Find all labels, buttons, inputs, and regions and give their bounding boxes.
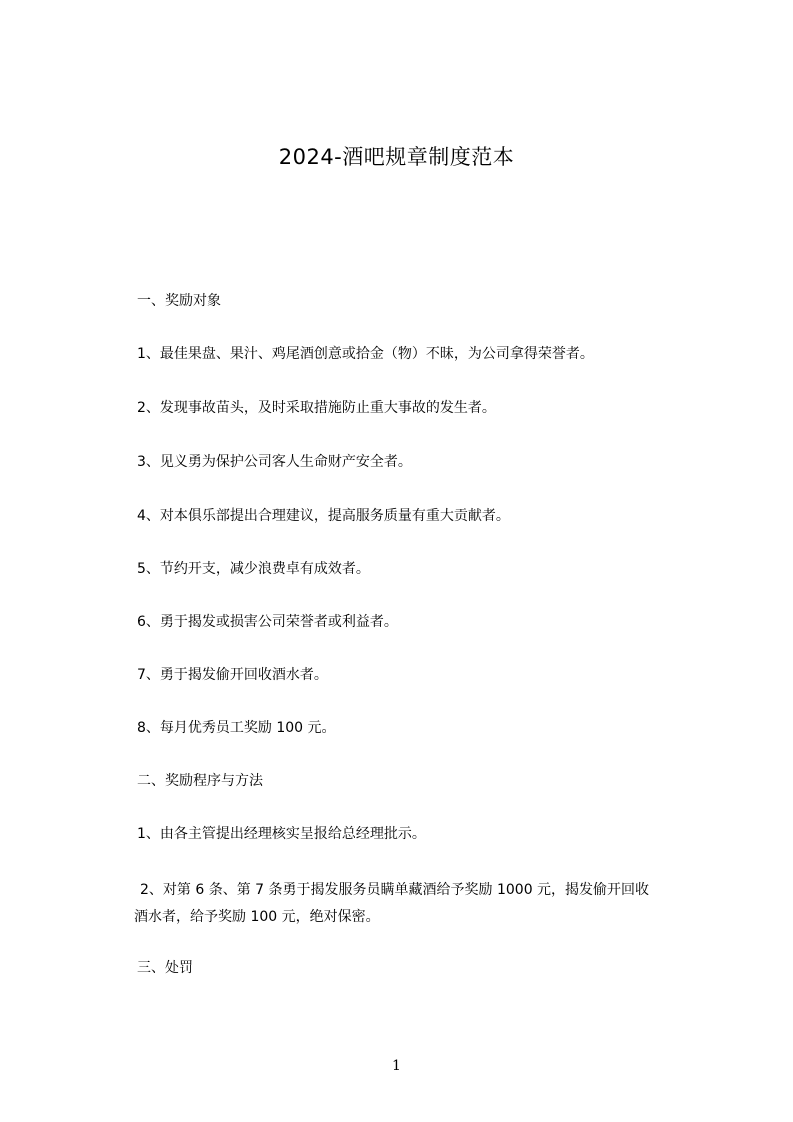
paragraph-line: 2、对第 6 条、第 7 条勇于揭发服务员瞒单藏酒给予奖励 1000 元，揭发偷开回收 [140, 882, 650, 898]
section-heading-procedure: 二、奖励程序与方法 [137, 773, 263, 789]
list-item: 7、勇于揭发偷开回收酒水者。 [137, 667, 328, 683]
list-item: 3、见义勇为保护公司客人生命财产安全者。 [137, 454, 412, 470]
list-item: 2、发现事故苗头，及时采取措施防止重大事故的发生者。 [137, 400, 496, 416]
paragraph-line: 酒水者，给予奖励 100 元，绝对保密。 [134, 909, 380, 925]
list-item: 4、对本俱乐部提出合理建议，提高服务质量有重大贡献者。 [137, 508, 510, 524]
page-number: 1 [392, 1058, 401, 1074]
list-item: 6、勇于揭发或损害公司荣誉者或利益者。 [137, 614, 398, 630]
list-item: 1、由各主管提出经理核实呈报给总经理批示。 [137, 826, 426, 842]
list-item: 8、每月优秀员工奖励 100 元。 [137, 720, 336, 736]
reward-paragraph [134, 877, 702, 931]
document-title: 2024-酒吧规章制度范本 [278, 145, 515, 169]
section-heading-penalty: 三、处罚 [137, 960, 193, 976]
list-item: 5、节约开支，减少浪费卓有成效者。 [137, 561, 370, 577]
section-heading-rewards: 一、奖励对象 [137, 293, 221, 309]
list-item: 1、最佳果盘、果汁、鸡尾酒创意或拾金（物）不昧，为公司拿得荣誉者。 [137, 346, 594, 362]
